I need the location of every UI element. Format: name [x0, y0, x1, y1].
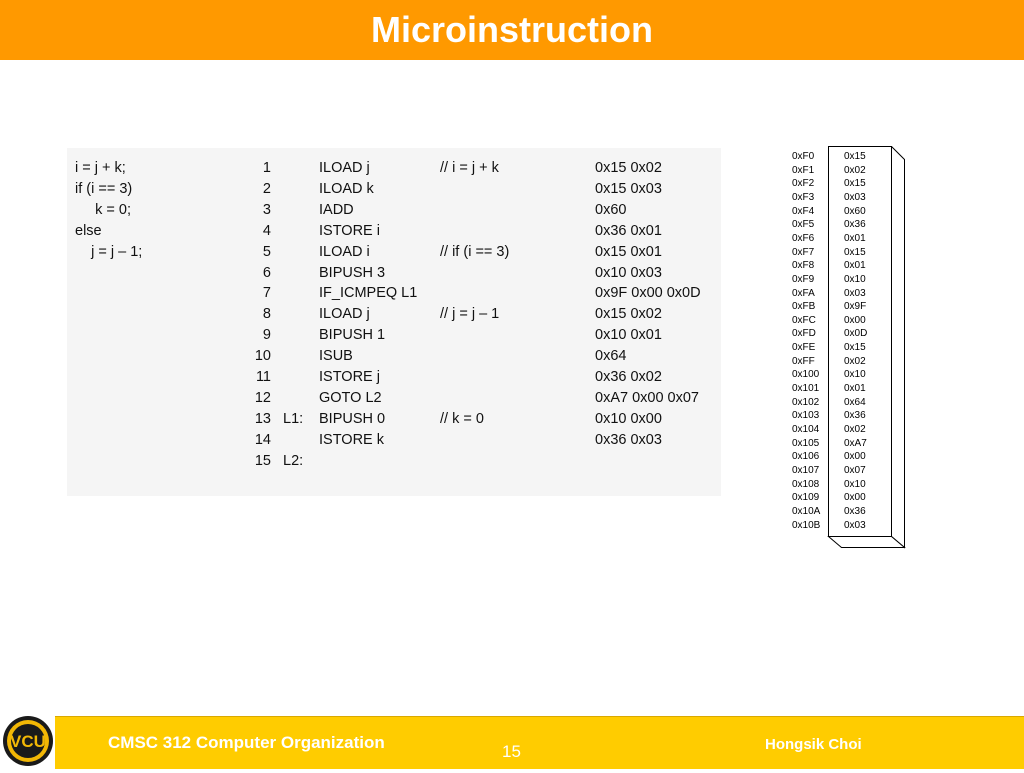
memory-value: 0x9F — [844, 301, 867, 313]
memory-address: 0x109 — [792, 492, 820, 504]
table-row — [67, 158, 721, 178]
code-instr-cell: ISTORE k — [319, 431, 384, 448]
code-java-cell: k = 0; — [75, 201, 132, 218]
memory-address: 0xF2 — [792, 178, 815, 190]
code-hex-cell: 0x15 0x02 — [595, 306, 662, 323]
table-row — [67, 325, 721, 345]
memory-value: 0x02 — [844, 164, 866, 176]
table-row — [67, 367, 721, 387]
memory-value: 0x10 — [844, 478, 866, 490]
slide-title: Microinstruction — [370, 9, 653, 50]
code-label-cell: L1: — [283, 410, 304, 427]
table-row — [67, 409, 721, 429]
author-name: Hongsik Choi — [765, 736, 862, 753]
code-num-cell: 8 — [262, 306, 271, 323]
code-instr-cell: BIPUSH 3 — [319, 264, 386, 281]
memory-value: 0xA7 — [844, 437, 867, 449]
code-hex-cell: 0x36 0x01 — [595, 222, 662, 239]
course-name: CMSC 312 Computer Organization — [108, 733, 385, 752]
code-num-cell: 14 — [254, 431, 271, 448]
memory-address: 0xFC — [792, 314, 816, 326]
code-instr-cell: BIPUSH 0 — [319, 410, 386, 427]
code-hex-cell: 0x9F 0x00 0x0D — [595, 285, 701, 302]
table-row — [67, 346, 721, 366]
table-row — [67, 221, 721, 241]
code-hex-cell: 0x64 — [595, 348, 627, 365]
memory-value: 0x03 — [844, 287, 866, 299]
memory-value: 0x03 — [844, 191, 866, 203]
code-num-cell: 13 — [254, 410, 271, 427]
memory-value: 0x10 — [844, 369, 866, 381]
code-instr-cell: ISUB — [319, 348, 353, 365]
memory-address: 0x105 — [792, 437, 820, 449]
memory-value: 0x15 — [844, 178, 866, 190]
memory-address: 0x102 — [792, 396, 820, 408]
memory-address: 0xF6 — [792, 232, 815, 244]
page-number: 15 — [502, 742, 521, 761]
code-instr-cell: ISTORE j — [319, 369, 380, 385]
code-java-cell: else — [75, 222, 102, 239]
memory-address: 0xF5 — [792, 219, 815, 231]
memory-value: 0x07 — [844, 464, 866, 476]
code-num-cell: 4 — [262, 222, 271, 239]
code-instr-cell: ILOAD j — [319, 306, 370, 323]
memory-address: 0xF8 — [792, 260, 815, 272]
code-instr-cell: IADD — [319, 201, 354, 218]
memory-address: 0xFD — [792, 328, 816, 340]
memory-value: 0x15 — [844, 246, 866, 258]
code-hex-cell: 0xA7 0x00 0x07 — [595, 389, 699, 406]
memory-value: 0x36 — [844, 505, 866, 517]
memory-address: 0x104 — [792, 424, 820, 435]
table-row — [67, 430, 721, 450]
memory-address: 0x108 — [792, 478, 820, 490]
memory-address: 0x100 — [792, 369, 820, 381]
memory-value: 0x01 — [844, 232, 866, 244]
memory-address: 0xF7 — [792, 246, 815, 258]
memory-address: 0x101 — [792, 383, 820, 395]
code-num-cell: 3 — [262, 201, 271, 218]
code-num-cell: 15 — [254, 452, 271, 469]
memory-value: 0x01 — [844, 383, 866, 395]
code-label-cell: L2: — [283, 452, 304, 469]
code-hex-cell: 0x10 0x03 — [595, 264, 662, 281]
code-table — [67, 148, 721, 496]
memory-address: 0x106 — [792, 451, 820, 463]
memory-value: 0x01 — [844, 260, 866, 272]
table-row — [67, 283, 721, 303]
code-instr-cell: ILOAD i — [319, 243, 370, 260]
memory-value: 0x03 — [844, 519, 866, 531]
memory-address: 0xF4 — [792, 205, 815, 217]
table-row — [67, 388, 721, 408]
memory-value: 0x36 — [844, 410, 866, 422]
memory-address: 0xF1 — [792, 164, 815, 176]
code-java-cell: if (i == 3) — [75, 180, 133, 197]
table-row — [67, 304, 721, 324]
memory-address: 0x10B — [792, 519, 821, 531]
code-java-cell: i = j + k; — [75, 160, 126, 176]
table-row — [67, 200, 721, 220]
memory-address: 0x10A — [792, 505, 821, 517]
code-comment-cell: // i = j + k — [440, 160, 499, 176]
memory-value: 0x36 — [844, 219, 866, 231]
code-comment-cell: // j = j – 1 — [440, 306, 500, 323]
memory-address: 0x103 — [792, 410, 820, 422]
code-num-cell: 2 — [262, 180, 271, 197]
memory-value: 0x0D — [844, 328, 868, 340]
code-comment-cell: // k = 0 — [440, 410, 484, 427]
memory-address: 0xFA — [792, 287, 815, 299]
memory-diagram — [786, 146, 908, 550]
memory-value: 0x60 — [844, 205, 866, 217]
code-instr-cell: ILOAD k — [319, 180, 374, 197]
memory-address: 0xF3 — [792, 191, 815, 203]
code-num-cell: 10 — [254, 348, 271, 365]
memory-address: 0xF0 — [792, 151, 815, 162]
code-hex-cell: 0x36 0x03 — [595, 431, 662, 448]
code-num-cell: 11 — [255, 369, 271, 385]
code-hex-cell: 0x15 0x03 — [595, 180, 662, 197]
code-num-cell: 9 — [262, 327, 271, 344]
code-hex-cell: 0x36 0x02 — [595, 369, 662, 385]
memory-value: 0x15 — [844, 342, 866, 354]
code-comment-cell: // if (i == 3) — [440, 243, 510, 260]
code-instr-cell: BIPUSH 1 — [319, 327, 386, 344]
table-row — [67, 242, 721, 262]
code-num-cell: 7 — [262, 285, 271, 302]
table-row — [67, 451, 721, 471]
memory-value: 0x00 — [844, 314, 866, 326]
code-instr-cell: ISTORE i — [319, 222, 380, 239]
memory-value: 0x10 — [844, 273, 866, 285]
code-num-cell: 6 — [262, 264, 271, 281]
code-num-cell: 1 — [262, 160, 271, 176]
code-hex-cell: 0x15 0x02 — [595, 160, 662, 176]
vcu-logo — [0, 714, 56, 768]
code-instr-cell: ILOAD j — [319, 160, 370, 176]
table-row — [67, 179, 721, 199]
memory-address: 0xF9 — [792, 273, 815, 285]
code-hex-cell: 0x60 — [595, 201, 627, 218]
memory-address: 0xFF — [792, 355, 815, 367]
code-hex-cell: 0x10 0x01 — [595, 327, 662, 344]
memory-address: 0xFB — [792, 301, 816, 313]
memory-value: 0x02 — [844, 424, 866, 435]
code-num-cell: 5 — [262, 243, 271, 260]
memory-address: 0x107 — [792, 464, 820, 476]
memory-value: 0x15 — [844, 151, 866, 162]
memory-value: 0x00 — [844, 451, 866, 463]
memory-value: 0x64 — [844, 396, 866, 408]
table-row — [67, 263, 721, 283]
code-java-cell: j = j – 1; — [75, 243, 143, 260]
logo-text: VCU — [10, 732, 46, 751]
memory-value: 0x02 — [844, 355, 866, 367]
code-hex-cell: 0x15 0x01 — [595, 243, 662, 260]
code-instr-cell: IF_ICMPEQ L1 — [319, 285, 418, 302]
memory-value: 0x00 — [844, 492, 866, 504]
code-num-cell: 12 — [254, 389, 271, 406]
code-hex-cell: 0x10 0x00 — [595, 410, 662, 427]
memory-address: 0xFE — [792, 342, 816, 354]
code-instr-cell: GOTO L2 — [319, 389, 382, 406]
